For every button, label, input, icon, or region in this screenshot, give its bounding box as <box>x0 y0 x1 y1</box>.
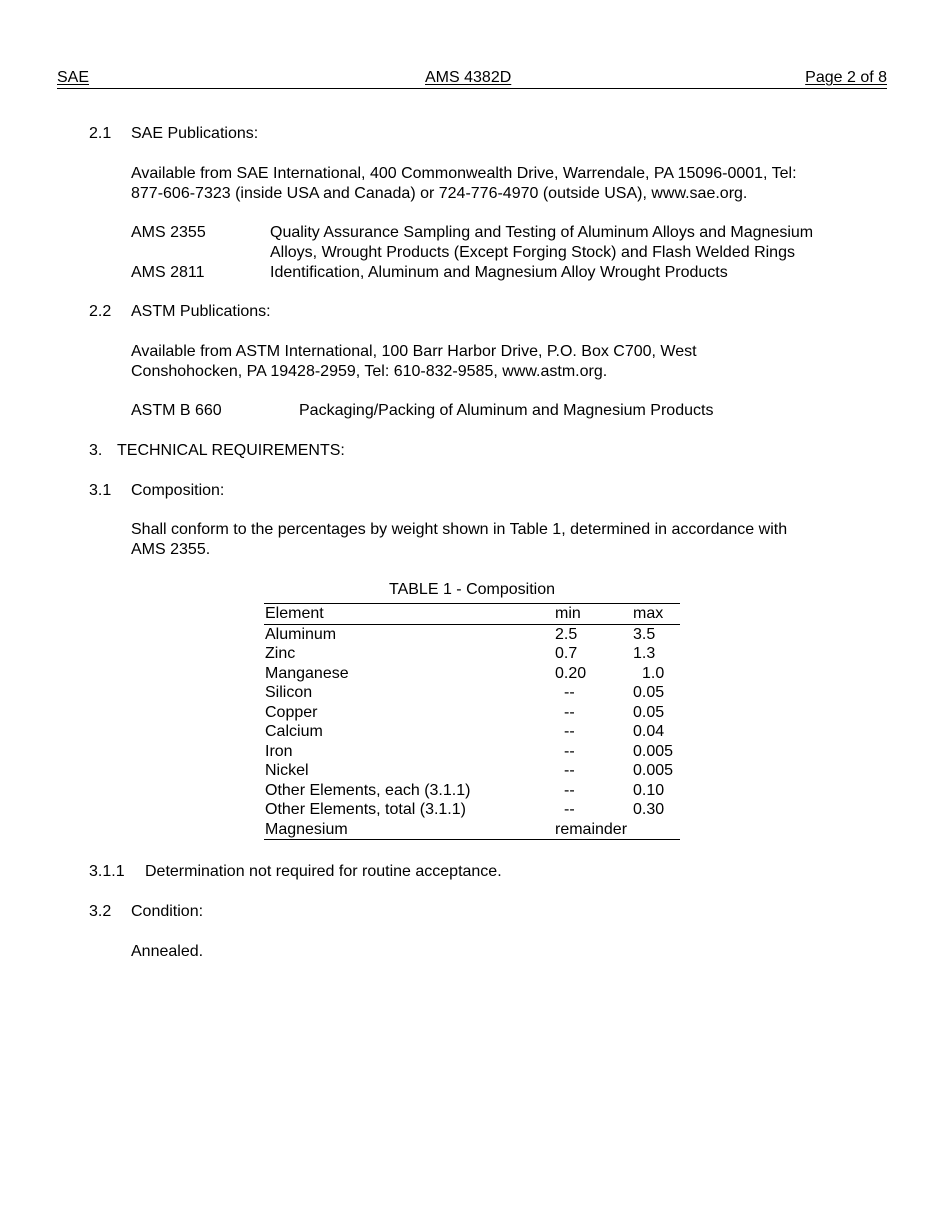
section-2-2-availability-line1: Available from ASTM International, 100 Barr Harbor Drive, P.O. Box C700, West <box>131 343 697 360</box>
section-3-1-number: 3.1 <box>89 482 112 499</box>
cell-max: 0.005 <box>633 742 674 760</box>
cell-min: -- <box>564 762 575 779</box>
table-row <box>264 703 680 723</box>
section-3-1-text-line2: AMS 2355. <box>131 541 211 558</box>
cell-element: Copper <box>265 703 318 721</box>
section-3-number: 3. <box>89 442 103 459</box>
header-page-number: Page 2 of 8 <box>805 69 887 86</box>
cell-max <box>632 820 680 840</box>
table-row <box>264 820 680 840</box>
col-header-min: min <box>554 604 632 625</box>
table-header-row <box>264 604 680 625</box>
table-row <box>264 742 680 762</box>
cell-element: Silicon <box>265 684 313 701</box>
reference-title-line1: Identification, Aluminum and Magnesium Alloy Wrought Products <box>270 264 728 281</box>
table-row <box>264 800 680 820</box>
reference-title-line1: Quality Assurance Sampling and Testing of Aluminum Alloys and Magnesium <box>270 224 814 241</box>
cell-min: -- <box>564 723 575 740</box>
section-3-1-text-line1: Shall conform to the percentages by weight shown in Table 1, determined in accordance with <box>131 521 788 538</box>
cell-min: -- <box>564 684 575 701</box>
cell-element: Nickel <box>265 762 309 779</box>
table-row <box>264 722 680 742</box>
cell-min: 0.7 <box>555 645 578 662</box>
col-header-element: Element <box>264 604 554 625</box>
col-header-max: max <box>632 604 680 625</box>
cell-max: 0.05 <box>633 684 665 701</box>
table-row <box>264 624 680 644</box>
reference-code: ASTM B 660 <box>131 402 222 419</box>
section-2-1-title: SAE Publications: <box>131 125 259 142</box>
cell-element: Aluminum <box>265 625 337 643</box>
page-header <box>57 68 887 89</box>
cell-element: Zinc <box>265 645 296 662</box>
cell-element: Iron <box>265 742 293 760</box>
cell-element: Manganese <box>265 664 349 682</box>
cell-max: 0.04 <box>633 723 665 740</box>
cell-min: -- <box>564 801 575 818</box>
table-row <box>264 683 680 703</box>
table-caption: TABLE 1 - Composition <box>389 581 555 598</box>
section-2-1-number: 2.1 <box>89 125 112 142</box>
section-2-2-number: 2.2 <box>89 303 112 320</box>
table-row <box>264 761 680 781</box>
cell-max: 3.5 <box>633 625 656 643</box>
section-3-1-1-text: Determination not required for routine acceptance. <box>145 863 502 880</box>
cell-element: Other Elements, each (3.1.1) <box>265 781 471 799</box>
section-3-2-text: Annealed. <box>131 943 204 960</box>
cell-element: Magnesium <box>264 820 554 840</box>
section-3-2-title: Condition: <box>131 903 204 920</box>
section-3-1-title: Composition: <box>131 482 225 499</box>
reference-code: AMS 2811 <box>131 264 205 281</box>
composition-table <box>264 603 680 840</box>
section-2-2-title: ASTM Publications: <box>131 303 271 320</box>
cell-max: 0.005 <box>633 762 674 779</box>
header-org: SAE <box>57 69 90 86</box>
cell-min: remainder <box>554 820 632 840</box>
header-doc-number: AMS 4382D <box>425 69 512 86</box>
section-3-title: TECHNICAL REQUIREMENTS: <box>117 442 345 459</box>
cell-min: -- <box>564 703 575 721</box>
section-3-2-number: 3.2 <box>89 903 112 920</box>
table-row <box>264 644 680 664</box>
section-3-1-1-number: 3.1.1 <box>89 863 125 880</box>
reference-title-line1: Packaging/Packing of Aluminum and Magnesium Products <box>299 402 714 419</box>
cell-max: 0.05 <box>633 703 665 721</box>
reference-code: AMS 2355 <box>131 224 206 241</box>
cell-min: -- <box>564 781 575 799</box>
cell-element: Calcium <box>265 723 323 740</box>
section-2-1-availability-line2: 877-606-7323 (inside USA and Canada) or 724-776-4970 (outside USA), www.sae.org. <box>131 185 748 202</box>
cell-max: 1.0 <box>642 664 665 682</box>
reference-title-line2: Alloys, Wrought Products (Except Forging Stock) and Flash Welded Rings <box>270 244 795 261</box>
cell-min: 0.20 <box>555 664 587 682</box>
cell-element: Other Elements, total (3.1.1) <box>265 801 466 818</box>
cell-min: -- <box>564 742 575 760</box>
table-row <box>264 781 680 801</box>
cell-max: 1.3 <box>633 645 656 662</box>
cell-min: 2.5 <box>555 625 578 643</box>
section-2-2-availability-line2: Conshohocken, PA 19428-2959, Tel: 610-832-9585, www.astm.org. <box>131 363 608 380</box>
table-row <box>264 664 680 684</box>
cell-max: 0.30 <box>633 801 665 818</box>
cell-max: 0.10 <box>633 781 665 799</box>
section-2-1-availability-line1: Available from SAE International, 400 Commonwealth Drive, Warrendale, PA 15096-0001, Tel: <box>131 165 797 182</box>
